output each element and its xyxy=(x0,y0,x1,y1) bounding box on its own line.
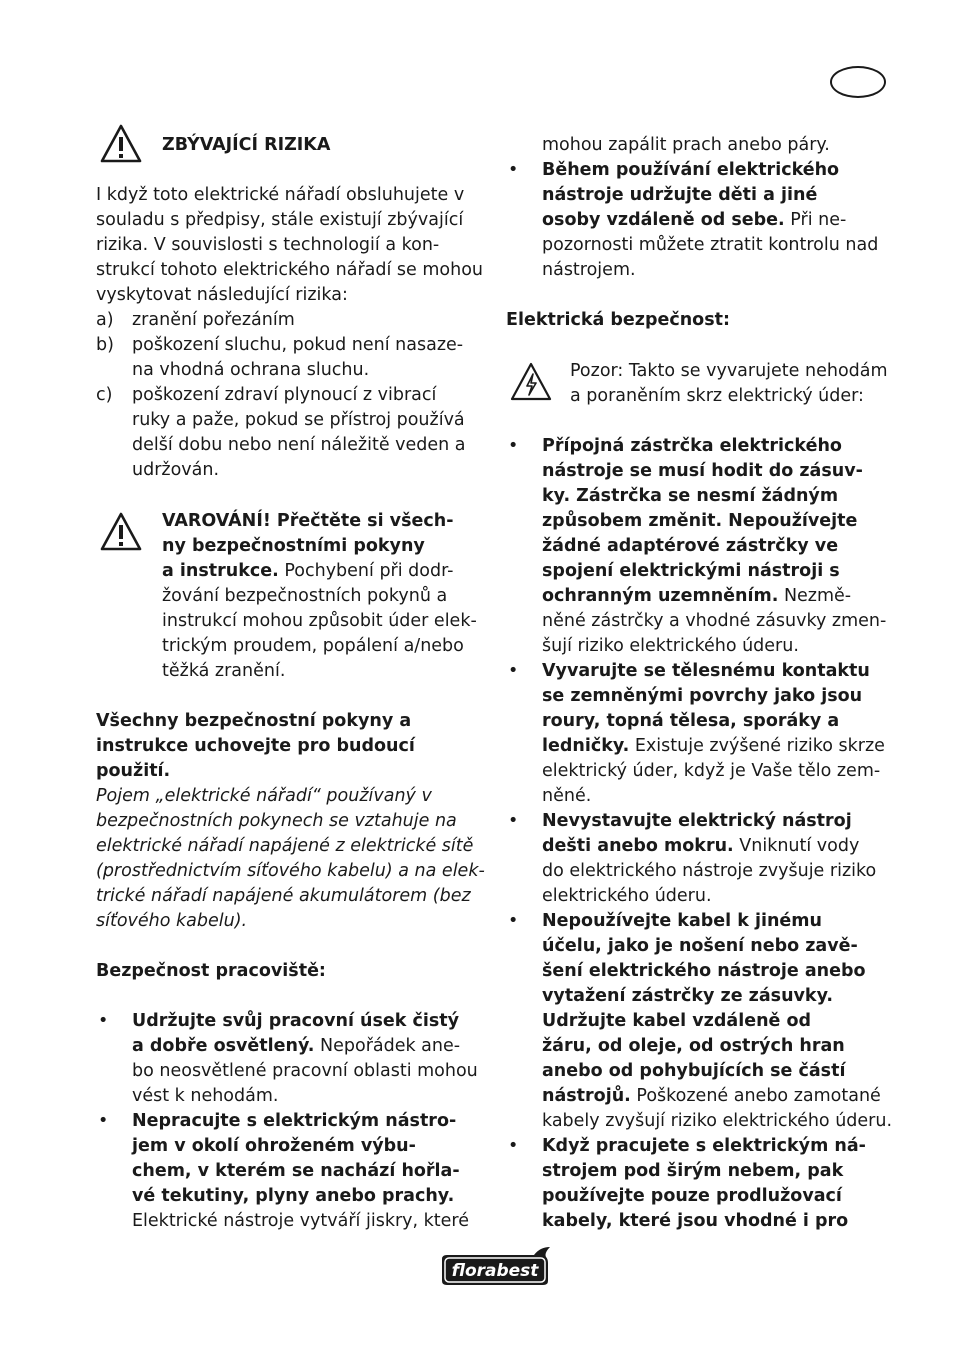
bullet-text-bold: šení elektrického nástroje anebo xyxy=(542,961,866,981)
bullet-text-bold: žáru, od oleje, od ostrých hran xyxy=(542,1036,845,1056)
definition-text: (prostřednictvím síťového kabelu) a na elek- xyxy=(96,861,485,881)
bullet-text-bold: Během používání elektrického xyxy=(542,160,840,180)
residual-risks-heading: ZBÝVAJÍCÍ RIZIKA xyxy=(162,135,331,155)
bullet-dot: • xyxy=(508,811,519,831)
continued-text: mohou zapálit prach anebo páry. xyxy=(542,135,830,155)
risk-text: ruky a paže, pokud se přístroj používá xyxy=(132,410,465,430)
bullet-text-bold: Nevystavujte elektrický nástroj xyxy=(542,811,852,831)
language-badge xyxy=(830,66,886,98)
bullet-text: šují riziko elektrického úderu. xyxy=(542,636,799,656)
bullet-text-bold: Udržujte svůj pracovní úsek čistý xyxy=(132,1011,460,1031)
bullet-text-bold: Vyvarujte se tělesnému kontaktu xyxy=(542,661,870,681)
bullet-text-bold: vé tekutiny, plyny anebo prachy. xyxy=(132,1186,455,1206)
bullet-text-line: osoby vzdáleně od sebe. Při ne- xyxy=(542,210,847,230)
definition-text: bezpečnostních pokynech se vztahuje na xyxy=(96,811,457,831)
electrical-safety-heading: Elektrická bezpečnost: xyxy=(506,310,730,330)
risk-text: poškození sluchu, pokud není nasaze- xyxy=(132,335,464,355)
bullet-text-bold: jem v okolí ohroženém výbu- xyxy=(132,1136,416,1156)
bullet-text-bold: roury, topná tělesa, sporáky a xyxy=(542,711,840,731)
warning-text: těžká zranění. xyxy=(162,661,286,681)
bullet-dot: • xyxy=(98,1011,109,1031)
warning-triangle-icon xyxy=(100,124,142,164)
bullet-text: vést k nehodám. xyxy=(132,1086,279,1106)
residual-intro-line: I když toto elektrické nářadí obsluhujete v xyxy=(96,185,465,205)
caution-text: a poraněním skrz elektrický úder: xyxy=(570,386,864,406)
warning-text-bold: ny bezpečnostními pokyny xyxy=(162,536,425,556)
bullet-text: něné. xyxy=(542,786,592,806)
bullet-text: Elektrické nástroje vytváří jiskry, které xyxy=(132,1211,469,1231)
residual-intro-line: rizika. V souvislosti s technologií a kon- xyxy=(96,235,440,255)
bullet-text-line: ledničky. Existuje zvýšené riziko skrze xyxy=(542,736,885,756)
bullet-text: něné zástrčky a vhodné zásuvky zmen- xyxy=(542,611,887,631)
workplace-heading: Bezpečnost pracoviště: xyxy=(96,961,326,981)
warning-text-bold: VAROVÁNÍ! Přečtěte si všech- xyxy=(162,511,454,531)
bullet-text-bold: Nepoužívejte kabel k jinému xyxy=(542,911,822,931)
bullet-text: pozornosti můžete ztratit kontrolu nad xyxy=(542,235,879,255)
bullet-text-bold: Nepracujte s elektrickým nástro- xyxy=(132,1111,457,1131)
risk-text: zranění pořezáním xyxy=(132,310,295,330)
electric-hazard-icon xyxy=(510,362,552,402)
bullet-dot: • xyxy=(508,160,519,180)
bullet-text-bold: ky. Zástrčka se nesmí žádným xyxy=(542,486,839,506)
bullet-dot: • xyxy=(98,1111,109,1131)
bullet-text-bold: strojem pod širým nebem, pak xyxy=(542,1161,844,1181)
bullet-text: elektrického úderu. xyxy=(542,886,712,906)
keep-instructions-heading: Všechny bezpečnostní pokyny a xyxy=(96,711,412,731)
keep-instructions-heading: použití. xyxy=(96,761,171,781)
residual-intro-line: souladu s předpisy, stále existují zbývající xyxy=(96,210,464,230)
bullet-text: kabely zvyšují riziko elektrického úderu. xyxy=(542,1111,893,1131)
bullet-dot: • xyxy=(508,911,519,931)
definition-text: Pojem „elektrické nářadí“ používaný v xyxy=(96,786,432,806)
bullet-text-bold: Udržujte kabel vzdáleně od xyxy=(542,1011,812,1031)
bullet-text-line: dešti anebo mokru. Vniknutí vody xyxy=(542,836,860,856)
warning-triangle-icon xyxy=(100,512,142,552)
warning-text: žování bezpečnostních pokynů a xyxy=(162,586,448,606)
bullet-text-bold: nástroje se musí hodit do zásuv- xyxy=(542,461,863,481)
definition-text: elektrické nářadí napájené z elektrické sítě xyxy=(96,836,474,856)
bullet-text-line: ochranným uzemněním. Nezmě- xyxy=(542,586,852,606)
bullet-dot: • xyxy=(508,436,519,456)
risk-text: na vhodná ochrana sluchu. xyxy=(132,360,370,380)
bullet-dot: • xyxy=(508,661,519,681)
warning-text: trickým proudem, popálení a/nebo xyxy=(162,636,464,656)
risk-text: poškození zdraví plynoucí z vibrací xyxy=(132,385,437,405)
bullet-text-bold: způsobem změnit. Nepoužívejte xyxy=(542,511,858,531)
bullet-text: bo neosvětlené pracovní oblasti mohou xyxy=(132,1061,478,1081)
bullet-text-bold: nástroje udržujte děti a jiné xyxy=(542,185,818,205)
definition-text: trické nářadí napájené akumulátorem (bez xyxy=(96,886,471,906)
risk-marker: a) xyxy=(96,310,114,330)
bullet-text-bold: anebo od pohybujících se částí xyxy=(542,1061,846,1081)
bullet-text-bold: kabely, které jsou vhodné i pro xyxy=(542,1211,849,1231)
definition-text: síťového kabelu). xyxy=(96,911,248,931)
bullet-text-bold: chem, v kterém se nachází hořla- xyxy=(132,1161,460,1181)
bullet-text-bold: používejte pouze prodlužovací xyxy=(542,1186,842,1206)
bullet-text-bold: spojení elektrickými nástroji s xyxy=(542,561,840,581)
bullet-text: elektrický úder, když je Vaše tělo zem- xyxy=(542,761,881,781)
risk-text: delší dobu nebo není náležitě veden a xyxy=(132,435,466,455)
risk-marker: c) xyxy=(96,385,113,405)
bullet-text-line: a dobře osvětlený. Nepořádek ane- xyxy=(132,1036,461,1056)
risk-text: udržován. xyxy=(132,460,220,480)
bullet-text-bold: se zemněnými povrchy jako jsou xyxy=(542,686,863,706)
bullet-text-bold: účelu, jako je nošení nebo zavě- xyxy=(542,936,858,956)
florabest-logo xyxy=(438,1245,552,1287)
keep-instructions-heading: instrukce uchovejte pro budoucí xyxy=(96,736,415,756)
residual-intro-line: vyskytovat následující rizika: xyxy=(96,285,348,305)
residual-intro-line: strukcí tohoto elektrického nářadí se mohou xyxy=(96,260,484,280)
bullet-text-line: nástrojů. Poškozené anebo zamotané xyxy=(542,1086,881,1106)
logo-text: florabest xyxy=(451,1261,539,1281)
warning-text-line: a instrukce. Pochybení při dodr- xyxy=(162,561,454,581)
bullet-text-bold: Přípojná zástrčka elektrického xyxy=(542,436,842,456)
bullet-text-bold: vytažení zástrčky ze zásuvky. xyxy=(542,986,834,1006)
bullet-text-bold: žádné adaptérové zástrčky ve xyxy=(542,536,839,556)
bullet-dot: • xyxy=(508,1136,519,1156)
caution-text: Pozor: Takto se vyvarujete nehodám xyxy=(570,361,888,381)
risk-marker: b) xyxy=(96,335,114,355)
bullet-text: do elektrického nástroje zvyšuje riziko xyxy=(542,861,877,881)
bullet-text-bold: Když pracujete s elektrickým ná- xyxy=(542,1136,866,1156)
bullet-text: nástrojem. xyxy=(542,260,636,280)
warning-text: instrukcí mohou způsobit úder elek- xyxy=(162,611,477,631)
